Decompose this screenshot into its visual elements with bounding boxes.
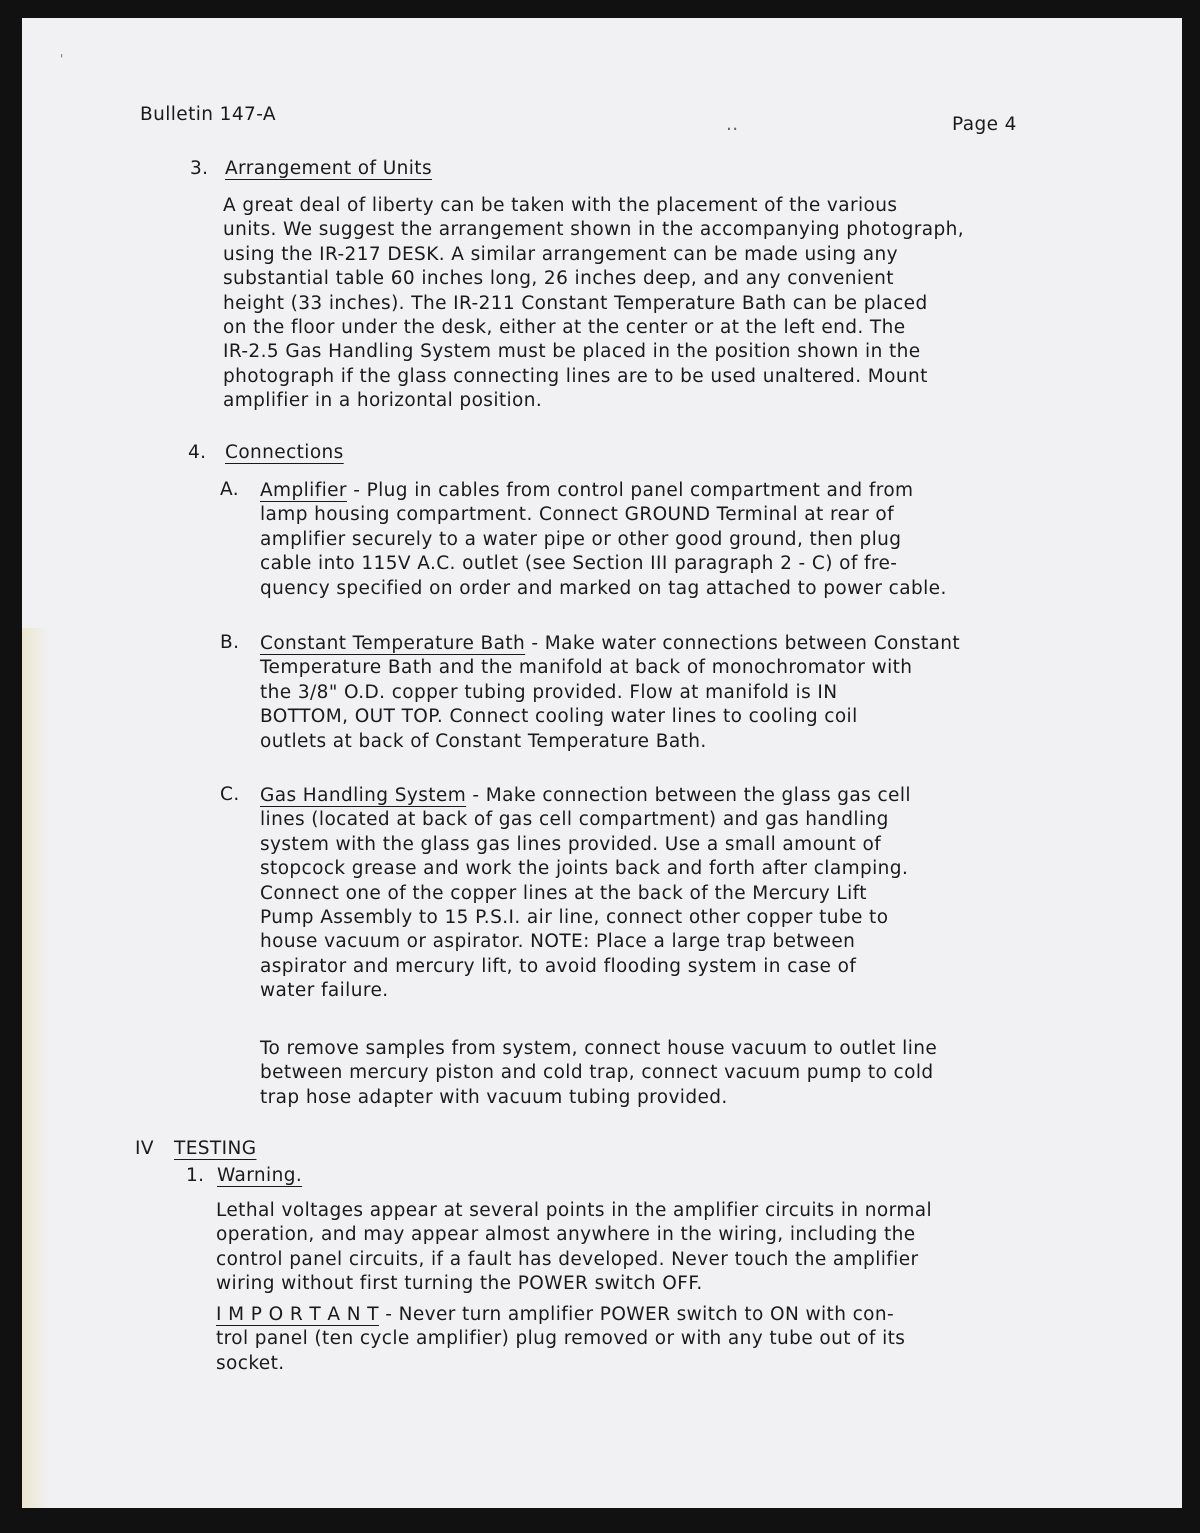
body-line: amplifier securely to a water pipe or other good ground, then plug bbox=[260, 528, 902, 550]
section-4-number: 4. bbox=[188, 442, 207, 463]
document-page bbox=[22, 18, 1182, 1508]
item-c-extra-paragraph bbox=[260, 1037, 937, 1110]
important-note bbox=[216, 1303, 905, 1376]
item-c-title: Gas Handling System bbox=[260, 785, 467, 806]
warning-body bbox=[216, 1199, 932, 1297]
body-line: units. We suggest the arrangement shown in the accompanying photograph, bbox=[223, 219, 965, 241]
item-a-letter: A. bbox=[220, 479, 240, 500]
testing-item-1-number: 1. bbox=[186, 1165, 205, 1186]
body-line: height (33 inches). The IR-211 Constant Temperature Bath can be placed bbox=[223, 292, 928, 314]
body-line: control panel circuits, if a fault has developed. Never touch the amplifier bbox=[216, 1248, 919, 1270]
body-line: operation, and may appear almost anywhere in the wiring, including the bbox=[216, 1224, 916, 1246]
body-line bbox=[260, 632, 960, 656]
body-line: lamp housing compartment. Connect GROUND Terminal at rear of bbox=[260, 504, 895, 526]
section-3-title: Arrangement of Units bbox=[225, 158, 433, 179]
body-line: IR-2.5 Gas Handling System must be placed in the position shown in the bbox=[223, 341, 921, 363]
body-line: To remove samples from system, connect house vacuum to outlet line bbox=[260, 1038, 938, 1059]
body-line bbox=[260, 479, 947, 503]
body-line: aspirator and mercury lift, to avoid flooding system in case of bbox=[260, 955, 857, 977]
body-line: photograph if the glass connecting lines are to be used unaltered. Mount bbox=[223, 365, 928, 387]
section-iv-title: TESTING bbox=[174, 1138, 257, 1159]
item-a-title: Amplifier bbox=[260, 480, 347, 501]
item-b-letter: B. bbox=[220, 632, 240, 653]
body-line: amplifier in a horizontal position. bbox=[223, 390, 543, 412]
important-first-line: - Never turn amplifier POWER switch to ON with con- bbox=[378, 1304, 895, 1325]
body-line: wiring without first turning the POWER switch OFF. bbox=[216, 1273, 703, 1295]
body-line: Lethal voltages appear at several points in the amplifier circuits in normal bbox=[216, 1200, 933, 1221]
body-line: house vacuum or aspirator. NOTE: Place a large trap between bbox=[260, 931, 856, 953]
body-line: the 3/8" O.D. copper tubing provided. Flow at manifold is IN bbox=[260, 681, 838, 703]
body-line: socket. bbox=[216, 1352, 285, 1374]
body-line: Connect one of the copper lines at the back of the Mercury Lift bbox=[260, 882, 867, 904]
body-line: using the IR-217 DESK. A similar arrangement can be made using any bbox=[223, 243, 898, 265]
item-c-first-line: - Make connection between the glass gas cell bbox=[466, 785, 911, 806]
body-line: BOTTOM, OUT TOP. Connect cooling water lines to cooling coil bbox=[260, 706, 858, 728]
paper-stain bbox=[22, 628, 48, 1508]
section-3-body bbox=[223, 194, 964, 414]
bulletin-number: Bulletin 147-A bbox=[140, 104, 276, 125]
page-number: Page 4 bbox=[952, 114, 1017, 135]
item-c-letter: C. bbox=[220, 784, 240, 805]
body-line: on the floor under the desk, either at the center or at the left end. The bbox=[223, 317, 906, 339]
item-b-first-line: - Make water connections between Constant bbox=[525, 633, 961, 654]
item-b-body bbox=[260, 632, 960, 754]
body-line: trol panel (ten cycle amplifier) plug removed or with any tube out of its bbox=[216, 1328, 906, 1350]
body-line: cable into 115V A.C. outlet (see Section III paragraph 2 - C) of fre- bbox=[260, 553, 898, 575]
body-line: quency specified on order and marked on tag attached to power cable. bbox=[260, 577, 947, 599]
body-line: outlets at back of Constant Temperature Bath. bbox=[260, 730, 707, 752]
section-3-number: 3. bbox=[190, 158, 209, 179]
body-line: Pump Assembly to 15 P.S.I. air line, connect other copper tube to bbox=[260, 907, 889, 929]
body-line bbox=[216, 1303, 905, 1327]
item-c-body bbox=[260, 784, 911, 1004]
body-line: substantial table 60 inches long, 26 inches deep, and any convenient bbox=[223, 268, 894, 290]
body-line: trap hose adapter with vacuum tubing provided. bbox=[260, 1086, 728, 1108]
body-line: Temperature Bath and the manifold at back of monochromator with bbox=[260, 657, 913, 679]
body-line bbox=[260, 784, 911, 808]
item-b-title: Constant Temperature Bath bbox=[260, 633, 526, 654]
testing-item-1-title: Warning. bbox=[217, 1165, 303, 1186]
body-line: between mercury piston and cold trap, connect vacuum pump to cold bbox=[260, 1062, 934, 1084]
section-iv-number: IV bbox=[135, 1138, 154, 1159]
body-line: A great deal of liberty can be taken with the placement of the various bbox=[223, 195, 898, 216]
item-a-body bbox=[260, 479, 947, 601]
scan-speck: ' bbox=[60, 52, 64, 66]
header-mark: .. bbox=[726, 114, 739, 135]
body-line: water failure. bbox=[260, 980, 389, 1002]
body-line: system with the glass gas lines provided. Use a small amount of bbox=[260, 833, 882, 855]
item-a-first-line: - Plug in cables from control panel compartment and from bbox=[346, 480, 914, 501]
body-line: stopcock grease and work the joints back and forth after clamping. bbox=[260, 858, 909, 880]
body-line: lines (located at back of gas cell compartment) and gas handling bbox=[260, 809, 889, 831]
section-4-title: Connections bbox=[225, 442, 344, 463]
important-label: I M P O R T A N T bbox=[216, 1304, 379, 1325]
